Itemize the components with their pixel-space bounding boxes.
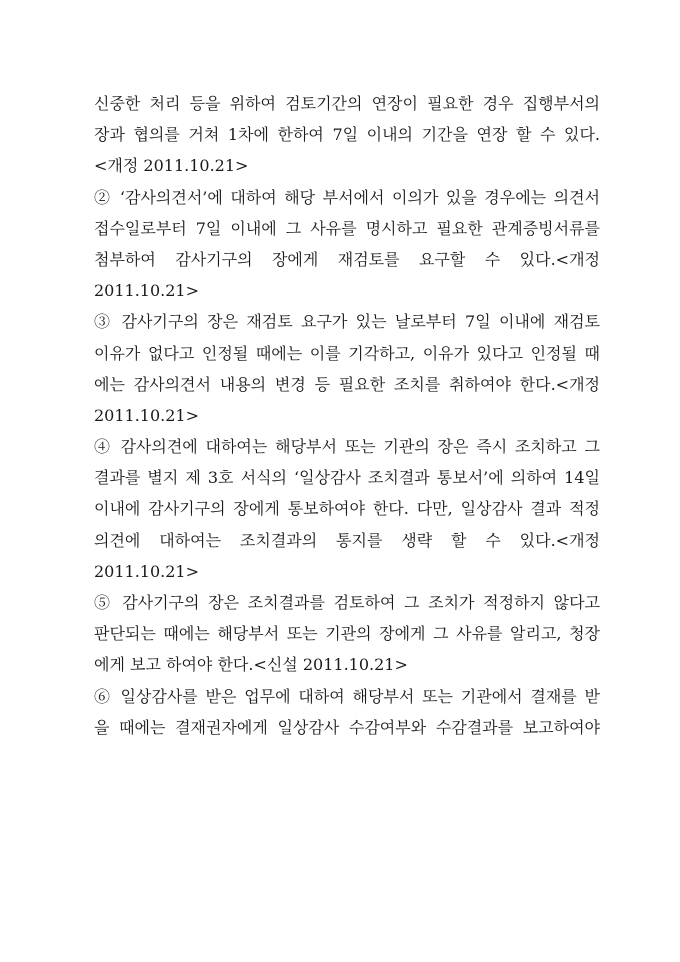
text-line-6: 첨부하여 감사기구의 장에게 재검토를 요구할 수 있다.<개정 <box>94 249 600 269</box>
text-line-4: ② ‘감사의견서’에 대하여 해당 부서에서 이의가 있을 경우에는 의견서 <box>94 187 600 207</box>
text-line-19: 에게 보고 하여야 한다.<신설 2011.10.21> <box>94 655 408 675</box>
text-line-14: 이내에 감사기구의 장에게 통보하여야 한다. 다만, 일상감사 결과 적정 <box>94 499 600 519</box>
text-line-18: 판단되는 때에는 해당부서 또는 기관의 장에게 그 사유를 알리고, 청장 <box>94 624 600 644</box>
text-line-13: 결과를 별지 제 3호 서식의 ‘일상감사 조치결과 통보서’에 의하여 14일 <box>94 468 600 488</box>
text-line-21: 을 때에는 결재권자에게 일상감사 수감여부와 수감결과를 보고하여야 <box>94 717 600 737</box>
text-line-5: 접수일로부터 7일 이내에 그 사유를 명시하고 필요한 관계증빙서류를 <box>94 218 600 238</box>
text-line-7: 2011.10.21> <box>94 281 200 301</box>
text-line-17: ⑤ 감사기구의 장은 조치결과를 검토하여 그 조치가 적정하지 않다고 <box>94 593 600 612</box>
text-line-12: ④ 감사의견에 대하여는 해당부서 또는 기관의 장은 즉시 조치하고 그 <box>94 437 600 457</box>
text-line-16: 2011.10.21> <box>94 561 200 581</box>
text-line-10: 에는 감사의견서 내용의 변경 등 필요한 조치를 취하여야 한다.<개정 <box>94 374 600 394</box>
text-line-20: ⑥ 일상감사를 받은 업무에 대하여 해당부서 또는 기관에서 결재를 받 <box>94 686 600 706</box>
text-line-9: 이유가 없다고 인정될 때에는 이를 기각하고, 이유가 있다고 인정될 때 <box>94 343 600 363</box>
text-line-11: 2011.10.21> <box>94 405 200 425</box>
text-line-8: ③ 감사기구의 장은 재검토 요구가 있는 날로부터 7일 이내에 재검토 <box>94 312 600 332</box>
text-line-3: <개정 2011.10.21> <box>94 156 249 176</box>
text-line-15: 의견에 대하여는 조치결과의 통지를 생략 할 수 있다.<개정 <box>94 530 600 550</box>
document-body <box>94 88 600 743</box>
text-line-2: 장과 협의를 거쳐 1차에 한하여 7일 이내의 기간을 연장 할 수 있다. <box>94 125 600 145</box>
text-line-1: 신중한 처리 등을 위하여 검토기간의 연장이 필요한 경우 집행부서의 <box>94 94 600 113</box>
